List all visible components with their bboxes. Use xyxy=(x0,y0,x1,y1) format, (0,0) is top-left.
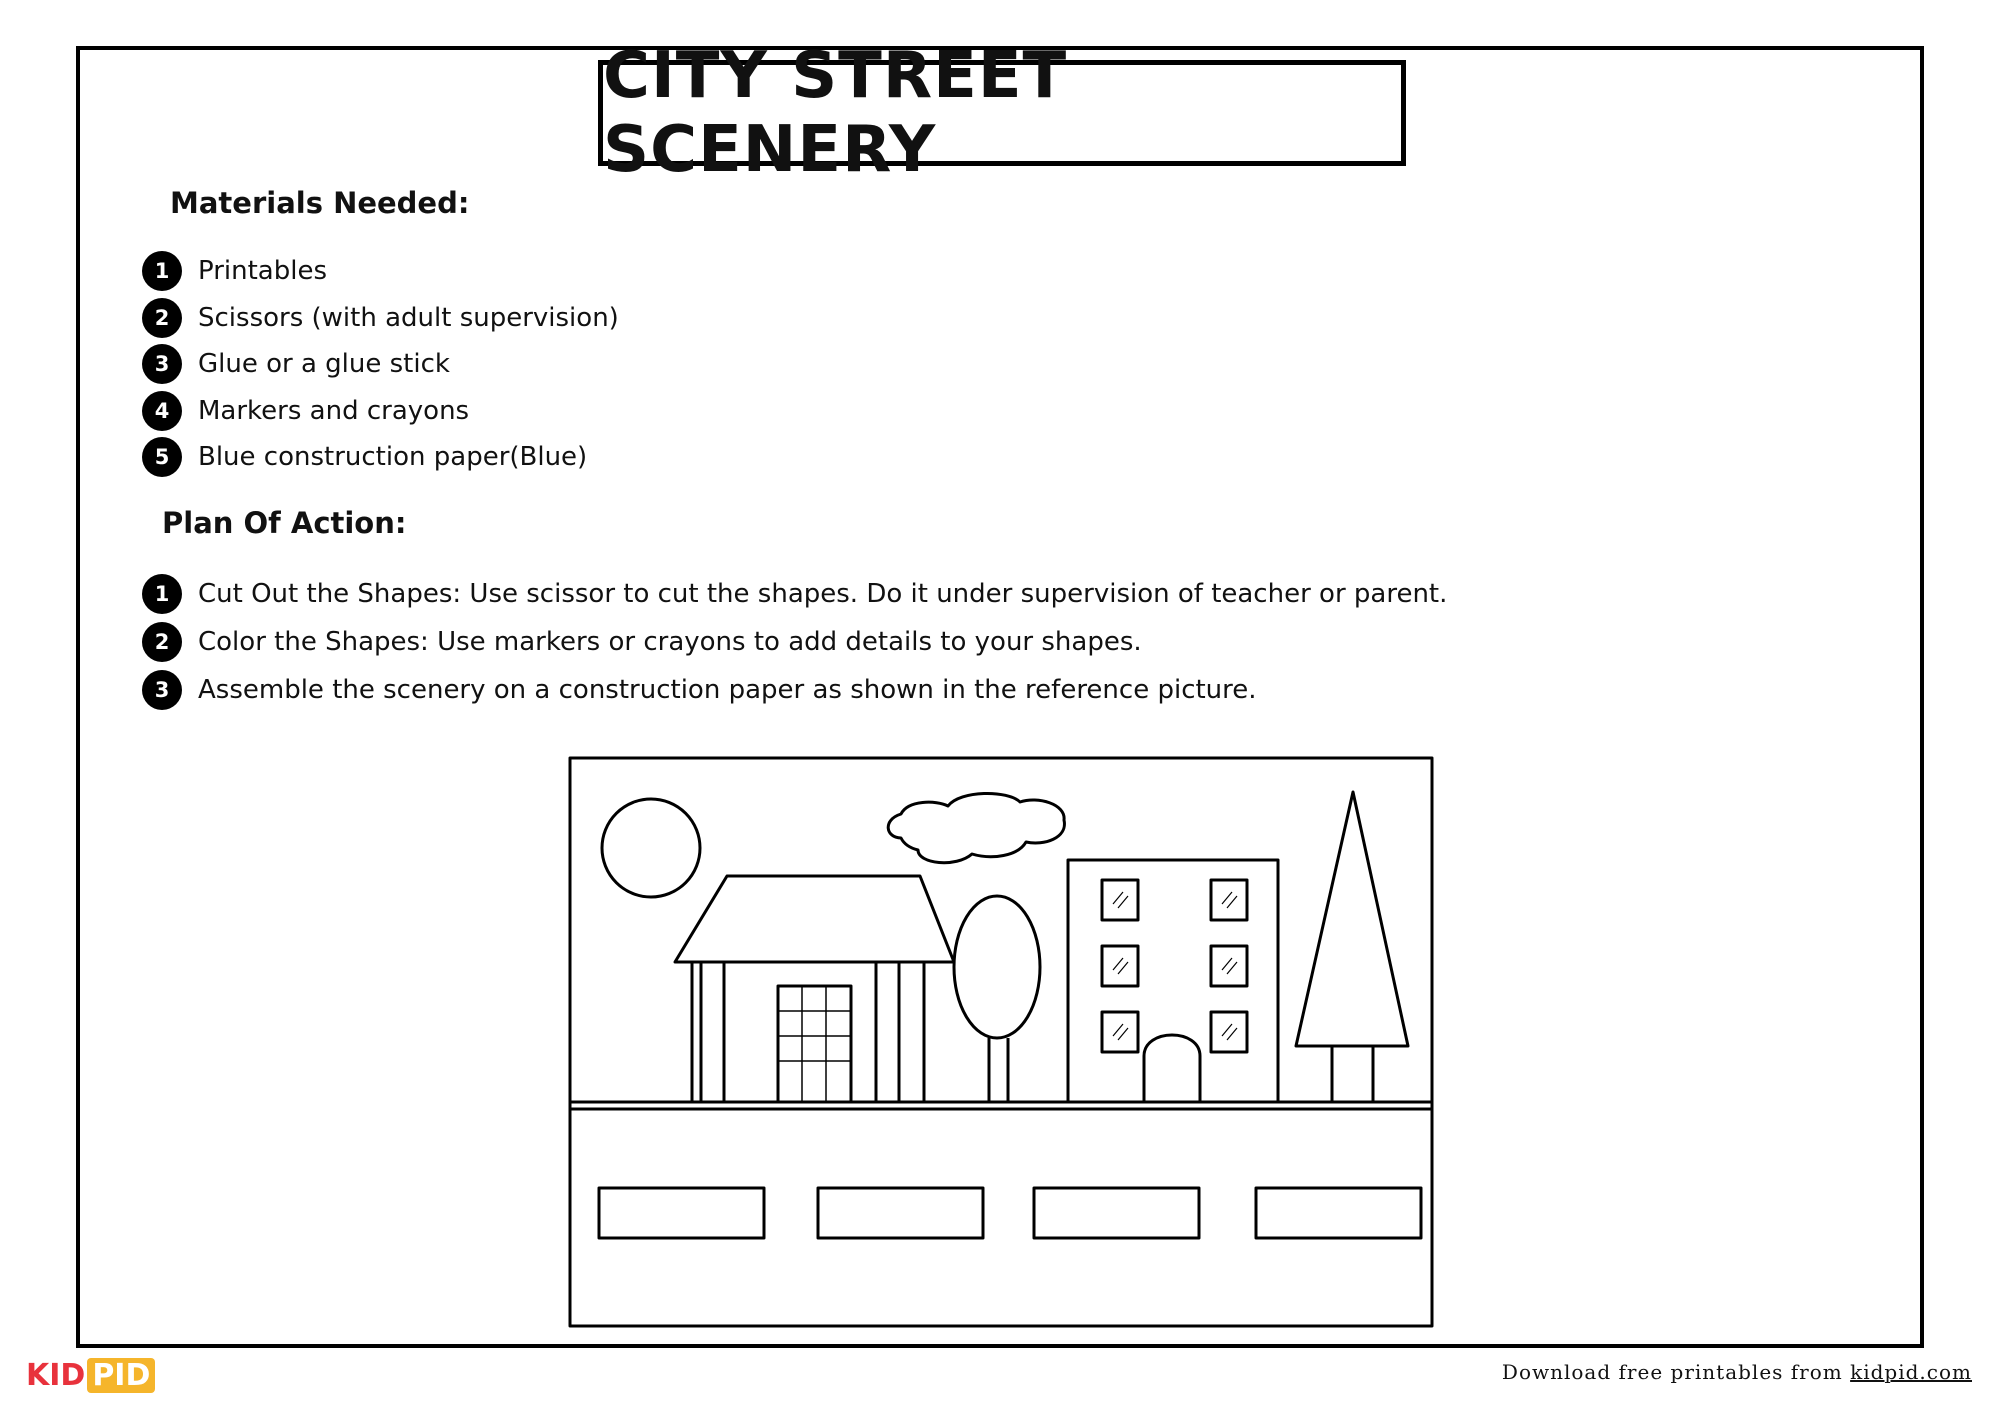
list-item xyxy=(142,341,619,388)
list-item xyxy=(142,618,1447,666)
cloud-shape xyxy=(888,793,1064,862)
plan-list xyxy=(142,570,1447,714)
round-tree xyxy=(954,896,1040,1102)
pine-trunk xyxy=(1332,1046,1373,1102)
number-badge: 2 xyxy=(142,622,182,662)
pine-tree xyxy=(1296,792,1408,1102)
logo-kid-text: KID xyxy=(26,1358,86,1393)
list-item xyxy=(142,295,619,342)
footer-link[interactable]: kidpid.com xyxy=(1850,1360,1972,1384)
footer-download-note xyxy=(1502,1360,1972,1384)
pine-canopy xyxy=(1296,792,1408,1046)
material-text: Scissors (with adult supervision) xyxy=(198,302,619,333)
list-item xyxy=(142,434,619,481)
house-illustration xyxy=(675,876,954,1102)
plan-text: Color the Shapes: Use markers or crayons to add details to your shapes. xyxy=(198,627,1142,657)
material-text: Blue construction paper(Blue) xyxy=(198,442,588,473)
reference-scene-illustration xyxy=(568,756,1434,1328)
material-text: Glue or a glue stick xyxy=(198,349,450,380)
list-item xyxy=(142,388,619,435)
house-door xyxy=(778,986,851,1102)
list-item xyxy=(142,666,1447,714)
list-item xyxy=(142,248,619,295)
number-badge: 1 xyxy=(142,574,182,614)
title-box xyxy=(598,39,1406,187)
page-title: CITY STREET SCENERY xyxy=(603,39,1068,187)
material-text: Printables xyxy=(198,256,328,287)
plan-heading: Plan Of Action: xyxy=(162,506,407,540)
footer-text: Download free printables from xyxy=(1501,1360,1851,1384)
number-badge: 2 xyxy=(142,298,182,338)
sun-circle xyxy=(602,799,700,897)
plan-text: Cut Out the Shapes: Use scissor to cut the shapes. Do it under supervision of teacher or parent. xyxy=(198,579,1448,609)
materials-list xyxy=(142,248,619,481)
number-badge: 5 xyxy=(142,437,182,477)
building-door xyxy=(1144,1035,1200,1102)
material-text: Markers and crayons xyxy=(198,395,470,426)
number-badge: 4 xyxy=(142,391,182,431)
number-badge: 1 xyxy=(142,251,182,291)
number-badge: 3 xyxy=(142,670,182,710)
logo-pid-text: PID xyxy=(87,1358,155,1393)
materials-heading: Materials Needed: xyxy=(170,186,470,220)
number-badge: 3 xyxy=(142,344,182,384)
house-roof xyxy=(675,876,954,962)
plan-text: Assemble the scenery on a construction paper as shown in the reference picture. xyxy=(198,675,1257,705)
list-item xyxy=(142,570,1447,618)
building-illustration xyxy=(1068,860,1278,1102)
kidpid-logo xyxy=(26,1358,155,1393)
road-markings xyxy=(599,1188,1421,1238)
tree-canopy xyxy=(954,896,1040,1038)
